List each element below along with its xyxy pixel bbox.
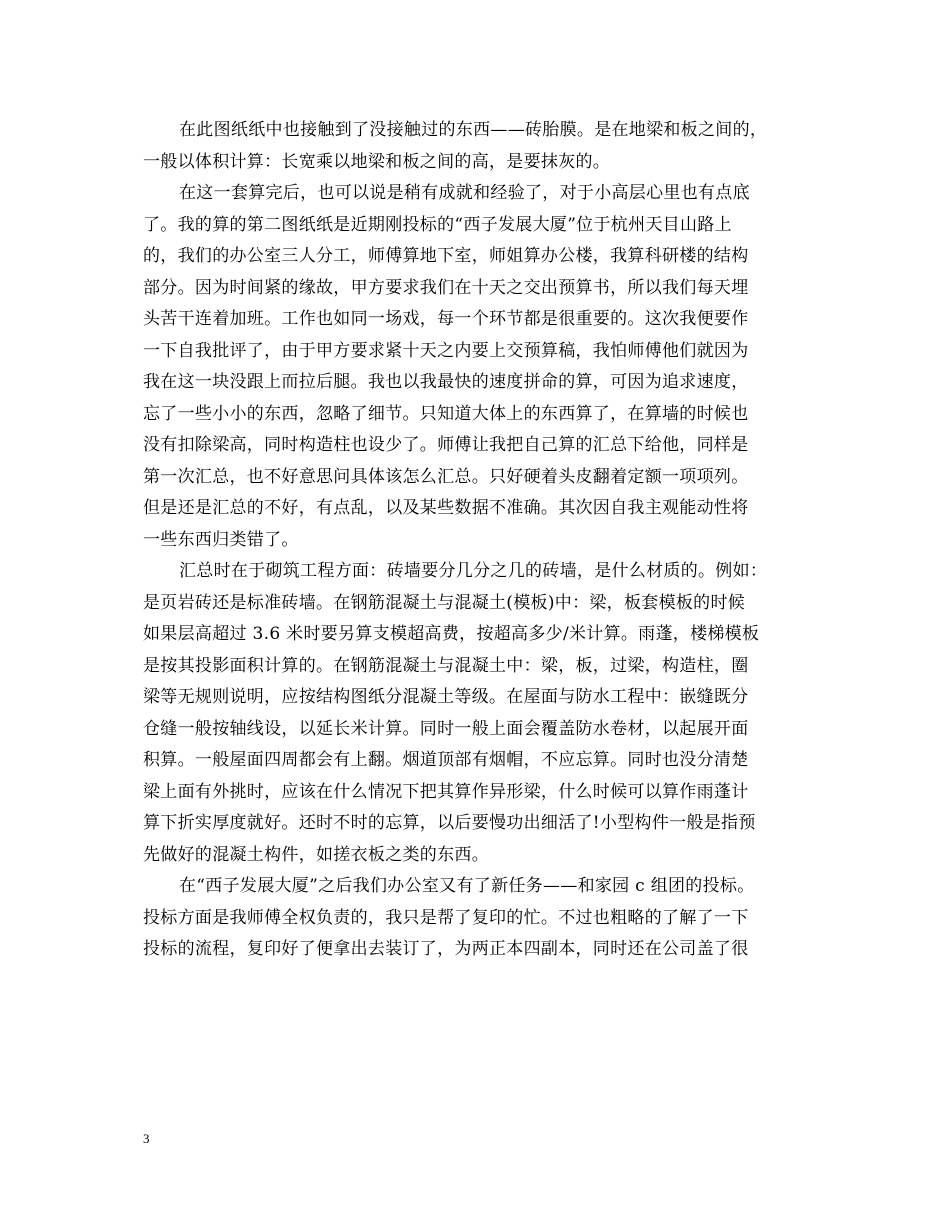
text-line: 一下自我批评了，由于甲方要求紧十天之内要上交预算稿，我怕师傅他们就因为 (143, 340, 749, 361)
text-line: 头苦干连着加班。工作也如同一场戏，每一个环节都是很重要的。这次我便要作 (143, 309, 749, 329)
text-line: 是按其投影面积计算的。在钢筋混凝土与混凝土中：梁，板，过梁，构造柱，圈 (143, 655, 749, 676)
text-line: 是页岩砖还是标准砖墙。在钢筋混凝土与混凝土(模板)中：梁，板套模板的时候 (143, 592, 746, 613)
text-line: 积算。一般屋面四周都会有上翻。烟道顶部有烟帽，不应忘算。同时也没分清楚 (143, 750, 749, 770)
text-line: 一般以体积计算：长宽乘以地梁和板之间的高，是要抹灰的。 (143, 151, 611, 172)
text-line: 的，我们的办公室三人分工，师傅算地下室，师姐算办公楼，我算科研楼的结构 (143, 246, 749, 266)
text-line: 第一次汇总，也不好意思问具体该怎么汇总。只好硬着头皮翻着定额一项项列。 (143, 466, 749, 487)
text-line: 在这一套算完后，也可以说是稍有成就和经验了，对于小高层心里也有点底 (179, 183, 750, 203)
text-line: 没有扣除梁高，同时构造柱也设少了。师傅让我把自己算的汇总下给他，同样是 (143, 435, 749, 455)
text-line: 在此图纸纸中也接触到了没接触过的东西——砖胎膜。是在地梁和板之间的， (179, 120, 768, 140)
text-line: 但是还是汇总的不好，有点乱，以及某些数据不准确。其次因自我主观能动性将 (143, 498, 749, 518)
text-line: 投标方面是我师傅全权负责的，我只是帮了复印的忙。不过也粗略的了解了一下 (143, 907, 749, 928)
text-line: 汇总时在于砌筑工程方面：砖墙要分几分之几的砖墙，是什么材质的。例如： (179, 561, 768, 581)
text-line: 忘了一些小小的东西，忽略了细节。只知道大体上的东西算了，在算墙的时候也 (143, 403, 749, 424)
text-line: 先做好的混凝土构件，如搓衣板之类的东西。 (143, 844, 489, 865)
text-line: 部分。因为时间紧的缘故，甲方要求我们在十天之交出预算书，所以我们每天埋 (143, 277, 749, 298)
text-line: 投标的流程，复印好了便拿出去装订了，为两正本四副本，同时还在公司盖了很 (143, 939, 749, 959)
text-line: 在“西子发展大厦”之后我们办公室又有了新任务——和家园 c 组团的投标。 (179, 876, 755, 896)
text-line: 算下折实厚度就好。还时不时的忘算，以后要慢功出细活了!小型构件一般是指预 (143, 813, 756, 833)
text-line: 仓缝一般按轴线设，以延长米计算。同时一般上面会覆盖防水卷材，以起展开面 (143, 718, 749, 739)
text-line: 梁上面有外挑时，应该在什么情况下把其算作异形梁，什么时候可以算作雨蓬计 (143, 781, 749, 802)
text-line: 了。我的算的第二图纸纸是近期刚投标的“西子发展大厦”位于杭州天目山路上 (143, 214, 732, 235)
text-line: 一些东西归类错了。 (143, 529, 299, 550)
text-line: 如果层高超过 3.6 米时要另算支模超高费，按超高多少/米计算。雨蓬，楼梯模板 (143, 624, 760, 644)
document-body (143, 115, 823, 966)
page-number: 3 (143, 1131, 150, 1146)
text-line: 我在这一块没跟上而拉后腿。我也以我最快的速度拼命的算，可因为追求速度， (143, 372, 749, 392)
text-line: 梁等无规则说明，应按结构图纸分混凝土等级。在屋面与防水工程中：嵌缝既分 (143, 687, 749, 707)
